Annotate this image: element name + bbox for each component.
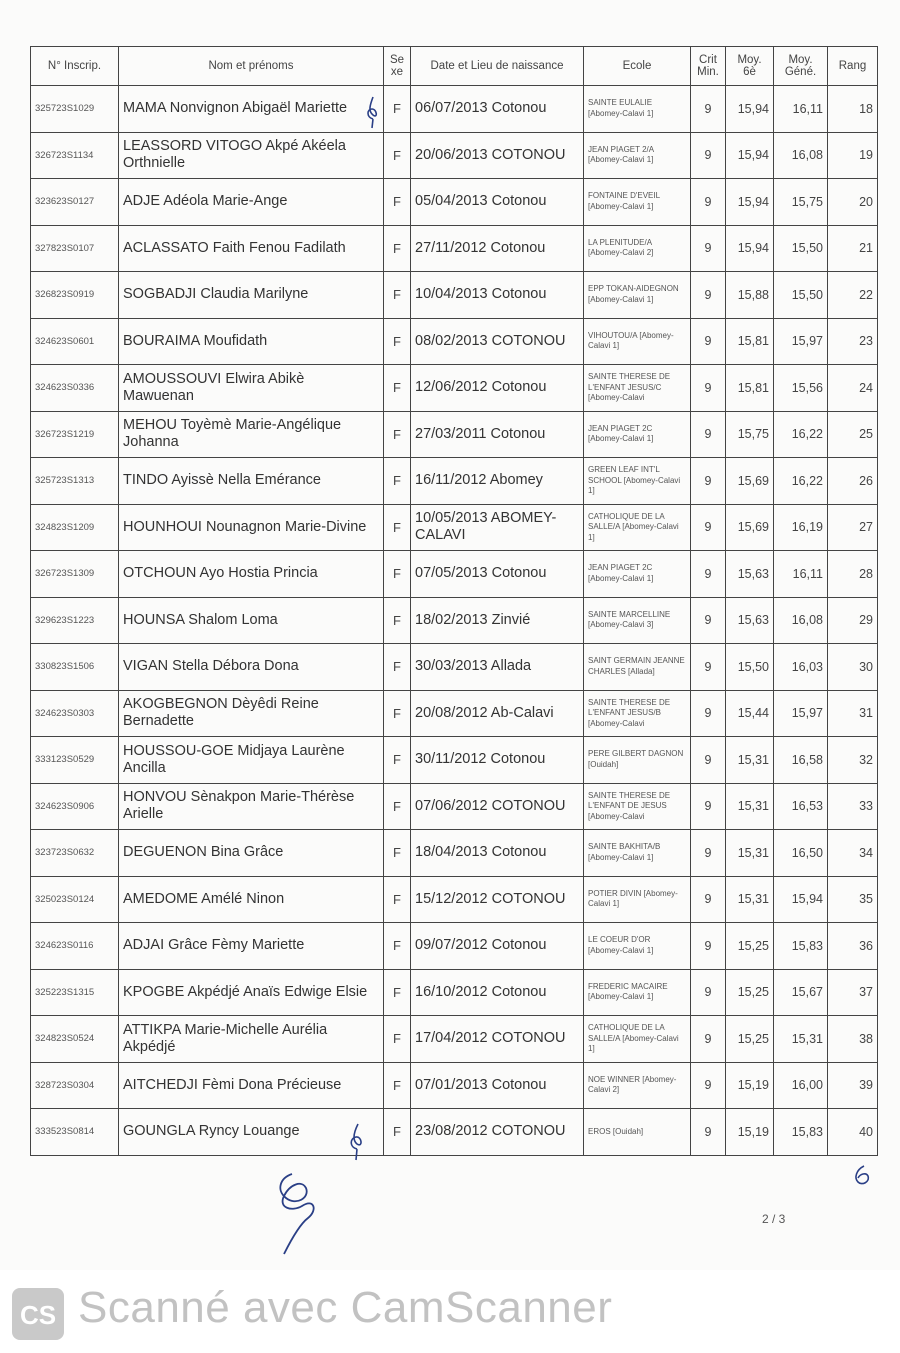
min-criterion-cell: 9 [691, 1016, 726, 1063]
student-name-cell: VIGAN Stella Débora Dona [119, 644, 384, 691]
average-6e-cell: 15,69 [726, 458, 774, 505]
average-6e-cell: 15,31 [726, 783, 774, 830]
student-name-cell: HONVOU Sènakpon Marie-Thérèse Arielle [119, 783, 384, 830]
birth-date-place-cell: 06/07/2013 Cotonou [411, 86, 584, 133]
average-6e-cell: 15,81 [726, 318, 774, 365]
min-criterion-cell: 9 [691, 644, 726, 691]
header-min-criterion: Crit Min. [691, 47, 726, 86]
student-name-cell: HOUSSOU-GOE Midjaya Laurène Ancilla [119, 737, 384, 784]
sex-cell: F [384, 830, 411, 877]
general-average-cell: 15,97 [774, 690, 828, 737]
table-row [31, 737, 878, 784]
registration-number-cell: 333123S0529 [31, 737, 119, 784]
min-criterion-cell: 9 [691, 179, 726, 226]
student-name-cell: AMEDOME Amélé Ninon [119, 876, 384, 923]
rank-cell: 19 [828, 132, 878, 179]
student-name-cell: LEASSORD VITOGO Akpé Akéela Orthnielle [119, 132, 384, 179]
min-criterion-cell: 9 [691, 411, 726, 458]
rank-cell: 27 [828, 504, 878, 551]
table-row [31, 830, 878, 877]
school-name-cell: VIHOUTOU/A [Abomey-Calavi 1] [584, 318, 691, 365]
sex-cell: F [384, 179, 411, 226]
general-average-cell: 16,08 [774, 132, 828, 179]
school-name-cell: SAINTE MARCELLINE [Abomey-Calavi 3] [584, 597, 691, 644]
student-name-cell: ACLASSATO Faith Fenou Fadilath [119, 225, 384, 272]
registration-number-cell: 323723S0632 [31, 830, 119, 877]
table-row [31, 1062, 878, 1109]
rank-cell: 18 [828, 86, 878, 133]
school-name-cell: CATHOLIQUE DE LA SALLE/A [Abomey-Calavi 1] [584, 1016, 691, 1063]
birth-date-place-cell: 17/04/2012 COTONOU [411, 1016, 584, 1063]
table-row [31, 365, 878, 412]
school-name-cell: JEAN PIAGET 2/A [Abomey-Calavi 1] [584, 132, 691, 179]
student-name-cell: ADJE Adéola Marie-Ange [119, 179, 384, 226]
rank-cell: 25 [828, 411, 878, 458]
birth-date-place-cell: 07/05/2013 Cotonou [411, 551, 584, 598]
school-name-cell: LA PLENITUDE/A [Abomey-Calavi 2] [584, 225, 691, 272]
registration-number-cell: 325223S1315 [31, 969, 119, 1016]
sex-cell: F [384, 737, 411, 784]
table-row [31, 1109, 878, 1156]
rank-cell: 34 [828, 830, 878, 877]
sex-cell: F [384, 1109, 411, 1156]
min-criterion-cell: 9 [691, 132, 726, 179]
header-birth-date-place: Date et Lieu de naissance [411, 47, 584, 86]
registration-number-cell: 326723S1219 [31, 411, 119, 458]
rank-cell: 29 [828, 597, 878, 644]
min-criterion-cell: 9 [691, 86, 726, 133]
general-average-cell: 16,08 [774, 597, 828, 644]
average-6e-cell: 15,88 [726, 272, 774, 319]
general-average-cell: 16,22 [774, 411, 828, 458]
student-name-cell: HOUNSA Shalom Loma [119, 597, 384, 644]
school-name-cell: NOE WINNER [Abomey-Calavi 2] [584, 1062, 691, 1109]
table-row [31, 644, 878, 691]
general-average-cell: 15,83 [774, 1109, 828, 1156]
birth-date-place-cell: 23/08/2012 COTONOU [411, 1109, 584, 1156]
sex-cell: F [384, 272, 411, 319]
header-full-name: Nom et prénoms [119, 47, 384, 86]
page-number: 2 / 3 [762, 1212, 786, 1226]
rank-cell: 33 [828, 783, 878, 830]
general-average-cell: 15,56 [774, 365, 828, 412]
camscanner-logo-text: CS [19, 1300, 57, 1330]
min-criterion-cell: 9 [691, 504, 726, 551]
registration-number-cell: 325723S1029 [31, 86, 119, 133]
average-6e-cell: 15,94 [726, 132, 774, 179]
general-average-cell: 16,58 [774, 737, 828, 784]
birth-date-place-cell: 05/04/2013 Cotonou [411, 179, 584, 226]
birth-date-place-cell: 12/06/2012 Cotonou [411, 365, 584, 412]
rank-cell: 31 [828, 690, 878, 737]
student-name-cell: OTCHOUN Ayo Hostia Princia [119, 551, 384, 598]
school-name-cell: FONTAINE D'EVEIL [Abomey-Calavi 1] [584, 179, 691, 226]
min-criterion-cell: 9 [691, 690, 726, 737]
student-name-cell: MEHOU Toyèmè Marie-Angélique Johanna [119, 411, 384, 458]
handwritten-tick-mark [364, 95, 382, 129]
birth-date-place-cell: 27/03/2011 Cotonou [411, 411, 584, 458]
registration-number-cell: 326823S0919 [31, 272, 119, 319]
school-name-cell: SAINTE THERESE DE L'ENFANT JESUS/B [Abomey-Calavi [584, 690, 691, 737]
average-6e-cell: 15,19 [726, 1109, 774, 1156]
rank-cell: 32 [828, 737, 878, 784]
sex-cell: F [384, 458, 411, 505]
table-row [31, 1016, 878, 1063]
average-6e-cell: 15,50 [726, 644, 774, 691]
general-average-cell: 16,11 [774, 86, 828, 133]
birth-date-place-cell: 10/05/2013 ABOMEY-CALAVI [411, 504, 584, 551]
table-row [31, 411, 878, 458]
student-name-cell: GOUNGLA Ryncy Louange [119, 1109, 384, 1156]
registration-number-cell: 327823S0107 [31, 225, 119, 272]
registration-number-cell: 323623S0127 [31, 179, 119, 226]
sex-cell: F [384, 597, 411, 644]
birth-date-place-cell: 16/10/2012 Cotonou [411, 969, 584, 1016]
rank-cell: 38 [828, 1016, 878, 1063]
student-name-cell: KPOGBE Akpédjé Anaïs Edwige Elsie [119, 969, 384, 1016]
school-name-cell: EROS [Ouidah] [584, 1109, 691, 1156]
birth-date-place-cell: 07/01/2013 Cotonou [411, 1062, 584, 1109]
general-average-cell: 16,50 [774, 830, 828, 877]
header-sex: Se xe [384, 47, 411, 86]
table-row [31, 86, 878, 133]
registration-number-cell: 325723S1313 [31, 458, 119, 505]
table-row [31, 923, 878, 970]
general-average-cell: 15,83 [774, 923, 828, 970]
table-row [31, 318, 878, 365]
min-criterion-cell: 9 [691, 783, 726, 830]
sex-cell: F [384, 504, 411, 551]
student-name-cell: ADJAI Grâce Fèmy Mariette [119, 923, 384, 970]
table-header-row [31, 47, 878, 86]
handwritten-initial [850, 1164, 876, 1188]
birth-date-place-cell: 09/07/2012 Cotonou [411, 923, 584, 970]
rank-cell: 35 [828, 876, 878, 923]
table-row [31, 969, 878, 1016]
average-6e-cell: 15,19 [726, 1062, 774, 1109]
registration-number-cell: 326723S1134 [31, 132, 119, 179]
header-rank: Rang [828, 47, 878, 86]
min-criterion-cell: 9 [691, 1109, 726, 1156]
school-name-cell: SAINTE THERESE DE L'ENFANT DE JESUS [Abomey-Calavi [584, 783, 691, 830]
table-row [31, 132, 878, 179]
general-average-cell: 16,22 [774, 458, 828, 505]
registration-number-cell: 326723S1309 [31, 551, 119, 598]
registration-number-cell: 333523S0814 [31, 1109, 119, 1156]
birth-date-place-cell: 16/11/2012 Abomey [411, 458, 584, 505]
sex-cell: F [384, 225, 411, 272]
rank-cell: 23 [828, 318, 878, 365]
average-6e-cell: 15,31 [726, 737, 774, 784]
school-name-cell: EPP TOKAN-AIDEGNON [Abomey-Calavi 1] [584, 272, 691, 319]
registration-number-cell: 324823S1209 [31, 504, 119, 551]
student-name-cell: MAMA Nonvignon Abigaël Mariette [119, 86, 384, 133]
general-average-cell: 15,97 [774, 318, 828, 365]
min-criterion-cell: 9 [691, 1062, 726, 1109]
student-name-cell: AITCHEDJI Fèmi Dona Précieuse [119, 1062, 384, 1109]
student-name-cell: TINDO Ayissè Nella Emérance [119, 458, 384, 505]
rank-cell: 22 [828, 272, 878, 319]
student-name-cell: HOUNHOUI Nounagnon Marie-Divine [119, 504, 384, 551]
general-average-cell: 15,94 [774, 876, 828, 923]
average-6e-cell: 15,94 [726, 225, 774, 272]
rank-cell: 36 [828, 923, 878, 970]
table-row [31, 597, 878, 644]
table-row [31, 783, 878, 830]
school-name-cell: CATHOLIQUE DE LA SALLE/A [Abomey-Calavi 1] [584, 504, 691, 551]
student-name-cell: SOGBADJI Claudia Marilyne [119, 272, 384, 319]
registration-number-cell: 324623S0303 [31, 690, 119, 737]
average-6e-cell: 15,25 [726, 969, 774, 1016]
student-name-cell: DEGUENON Bina Grâce [119, 830, 384, 877]
sex-cell: F [384, 969, 411, 1016]
sex-cell: F [384, 876, 411, 923]
min-criterion-cell: 9 [691, 365, 726, 412]
average-6e-cell: 15,44 [726, 690, 774, 737]
rank-cell: 28 [828, 551, 878, 598]
header-school: Ecole [584, 47, 691, 86]
sex-cell: F [384, 318, 411, 365]
average-6e-cell: 15,69 [726, 504, 774, 551]
rank-cell: 39 [828, 1062, 878, 1109]
birth-date-place-cell: 18/04/2013 Cotonou [411, 830, 584, 877]
sex-cell: F [384, 690, 411, 737]
school-name-cell: JEAN PIAGET 2C [Abomey-Calavi 1] [584, 411, 691, 458]
rank-cell: 30 [828, 644, 878, 691]
table-row [31, 504, 878, 551]
min-criterion-cell: 9 [691, 737, 726, 784]
sex-cell: F [384, 923, 411, 970]
school-name-cell: SAINT GERMAIN JEANNE CHARLES [Allada] [584, 644, 691, 691]
rank-cell: 21 [828, 225, 878, 272]
registration-number-cell: 324823S0524 [31, 1016, 119, 1063]
birth-date-place-cell: 30/03/2013 Allada [411, 644, 584, 691]
registration-number-cell: 325023S0124 [31, 876, 119, 923]
birth-date-place-cell: 07/06/2012 COTONOU [411, 783, 584, 830]
birth-date-place-cell: 20/08/2012 Ab-Calavi [411, 690, 584, 737]
table-row [31, 690, 878, 737]
table-row [31, 272, 878, 319]
min-criterion-cell: 9 [691, 923, 726, 970]
school-name-cell: SAINTE BAKHITA/B [Abomey-Calavi 1] [584, 830, 691, 877]
average-6e-cell: 15,25 [726, 1016, 774, 1063]
min-criterion-cell: 9 [691, 830, 726, 877]
header-general-average: Moy. Géné. [774, 47, 828, 86]
table-row [31, 225, 878, 272]
sex-cell: F [384, 551, 411, 598]
table-row [31, 458, 878, 505]
header-registration-number: N° Inscrip. [31, 47, 119, 86]
handwritten-tick-mark [346, 1122, 368, 1162]
ranking-table [30, 46, 878, 1156]
school-name-cell: SAINTE EULALIE [Abomey-Calavi 1] [584, 86, 691, 133]
min-criterion-cell: 9 [691, 318, 726, 365]
school-name-cell: POTIER DIVIN [Abomey-Calavi 1] [584, 876, 691, 923]
average-6e-cell: 15,25 [726, 923, 774, 970]
general-average-cell: 16,53 [774, 783, 828, 830]
rank-cell: 24 [828, 365, 878, 412]
school-name-cell: LE COEUR D'OR [Abomey-Calavi 1] [584, 923, 691, 970]
birth-date-place-cell: 27/11/2012 Cotonou [411, 225, 584, 272]
school-name-cell: PERE GILBERT DAGNON [Ouidah] [584, 737, 691, 784]
registration-number-cell: 330823S1506 [31, 644, 119, 691]
average-6e-cell: 15,81 [726, 365, 774, 412]
registration-number-cell: 324623S0116 [31, 923, 119, 970]
general-average-cell: 16,00 [774, 1062, 828, 1109]
min-criterion-cell: 9 [691, 225, 726, 272]
registration-number-cell: 324623S0336 [31, 365, 119, 412]
general-average-cell: 16,19 [774, 504, 828, 551]
general-average-cell: 16,11 [774, 551, 828, 598]
general-average-cell: 15,67 [774, 969, 828, 1016]
min-criterion-cell: 9 [691, 551, 726, 598]
birth-date-place-cell: 20/06/2013 COTONOU [411, 132, 584, 179]
table-row [31, 179, 878, 226]
average-6e-cell: 15,94 [726, 86, 774, 133]
general-average-cell: 16,03 [774, 644, 828, 691]
min-criterion-cell: 9 [691, 272, 726, 319]
sex-cell: F [384, 411, 411, 458]
min-criterion-cell: 9 [691, 969, 726, 1016]
rank-cell: 26 [828, 458, 878, 505]
sex-cell: F [384, 783, 411, 830]
birth-date-place-cell: 08/02/2013 COTONOU [411, 318, 584, 365]
average-6e-cell: 15,31 [726, 876, 774, 923]
general-average-cell: 15,31 [774, 1016, 828, 1063]
general-average-cell: 15,50 [774, 225, 828, 272]
registration-number-cell: 324623S0906 [31, 783, 119, 830]
sex-cell: F [384, 365, 411, 412]
table-row [31, 876, 878, 923]
school-name-cell: GREEN LEAF INT'L SCHOOL [Abomey-Calavi 1] [584, 458, 691, 505]
birth-date-place-cell: 10/04/2013 Cotonou [411, 272, 584, 319]
average-6e-cell: 15,63 [726, 597, 774, 644]
registration-number-cell: 324623S0601 [31, 318, 119, 365]
sex-cell: F [384, 132, 411, 179]
student-name-cell: AKOGBEGNON Dèyêdi Reine Bernadette [119, 690, 384, 737]
general-average-cell: 15,75 [774, 179, 828, 226]
birth-date-place-cell: 30/11/2012 Cotonou [411, 737, 584, 784]
student-name-cell: AMOUSSOUVI Elwira Abikè Mawuenan [119, 365, 384, 412]
min-criterion-cell: 9 [691, 876, 726, 923]
rank-cell: 20 [828, 179, 878, 226]
handwritten-signature [262, 1168, 332, 1258]
sex-cell: F [384, 644, 411, 691]
average-6e-cell: 15,63 [726, 551, 774, 598]
registration-number-cell: 329623S1223 [31, 597, 119, 644]
school-name-cell: JEAN PIAGET 2C [Abomey-Calavi 1] [584, 551, 691, 598]
sex-cell: F [384, 1062, 411, 1109]
sex-cell: F [384, 1016, 411, 1063]
general-average-cell: 15,50 [774, 272, 828, 319]
average-6e-cell: 15,75 [726, 411, 774, 458]
camscanner-watermark: Scanné avec CamScanner [78, 1283, 613, 1332]
min-criterion-cell: 9 [691, 597, 726, 644]
sex-cell: F [384, 86, 411, 133]
average-6e-cell: 15,31 [726, 830, 774, 877]
header-average-6e: Moy. 6è [726, 47, 774, 86]
birth-date-place-cell: 18/02/2013 Zinvié [411, 597, 584, 644]
rank-cell: 37 [828, 969, 878, 1016]
school-name-cell: FREDERIC MACAIRE [Abomey-Calavi 1] [584, 969, 691, 1016]
birth-date-place-cell: 15/12/2012 COTONOU [411, 876, 584, 923]
student-name-cell: BOURAIMA Moufidath [119, 318, 384, 365]
rank-cell: 40 [828, 1109, 878, 1156]
average-6e-cell: 15,94 [726, 179, 774, 226]
school-name-cell: SAINTE THERESE DE L'ENFANT JESUS/C [Abomey-Calavi [584, 365, 691, 412]
table-row [31, 551, 878, 598]
min-criterion-cell: 9 [691, 458, 726, 505]
student-name-cell: ATTIKPA Marie-Michelle Aurélia Akpédjé [119, 1016, 384, 1063]
camscanner-logo [10, 1286, 66, 1342]
registration-number-cell: 328723S0304 [31, 1062, 119, 1109]
